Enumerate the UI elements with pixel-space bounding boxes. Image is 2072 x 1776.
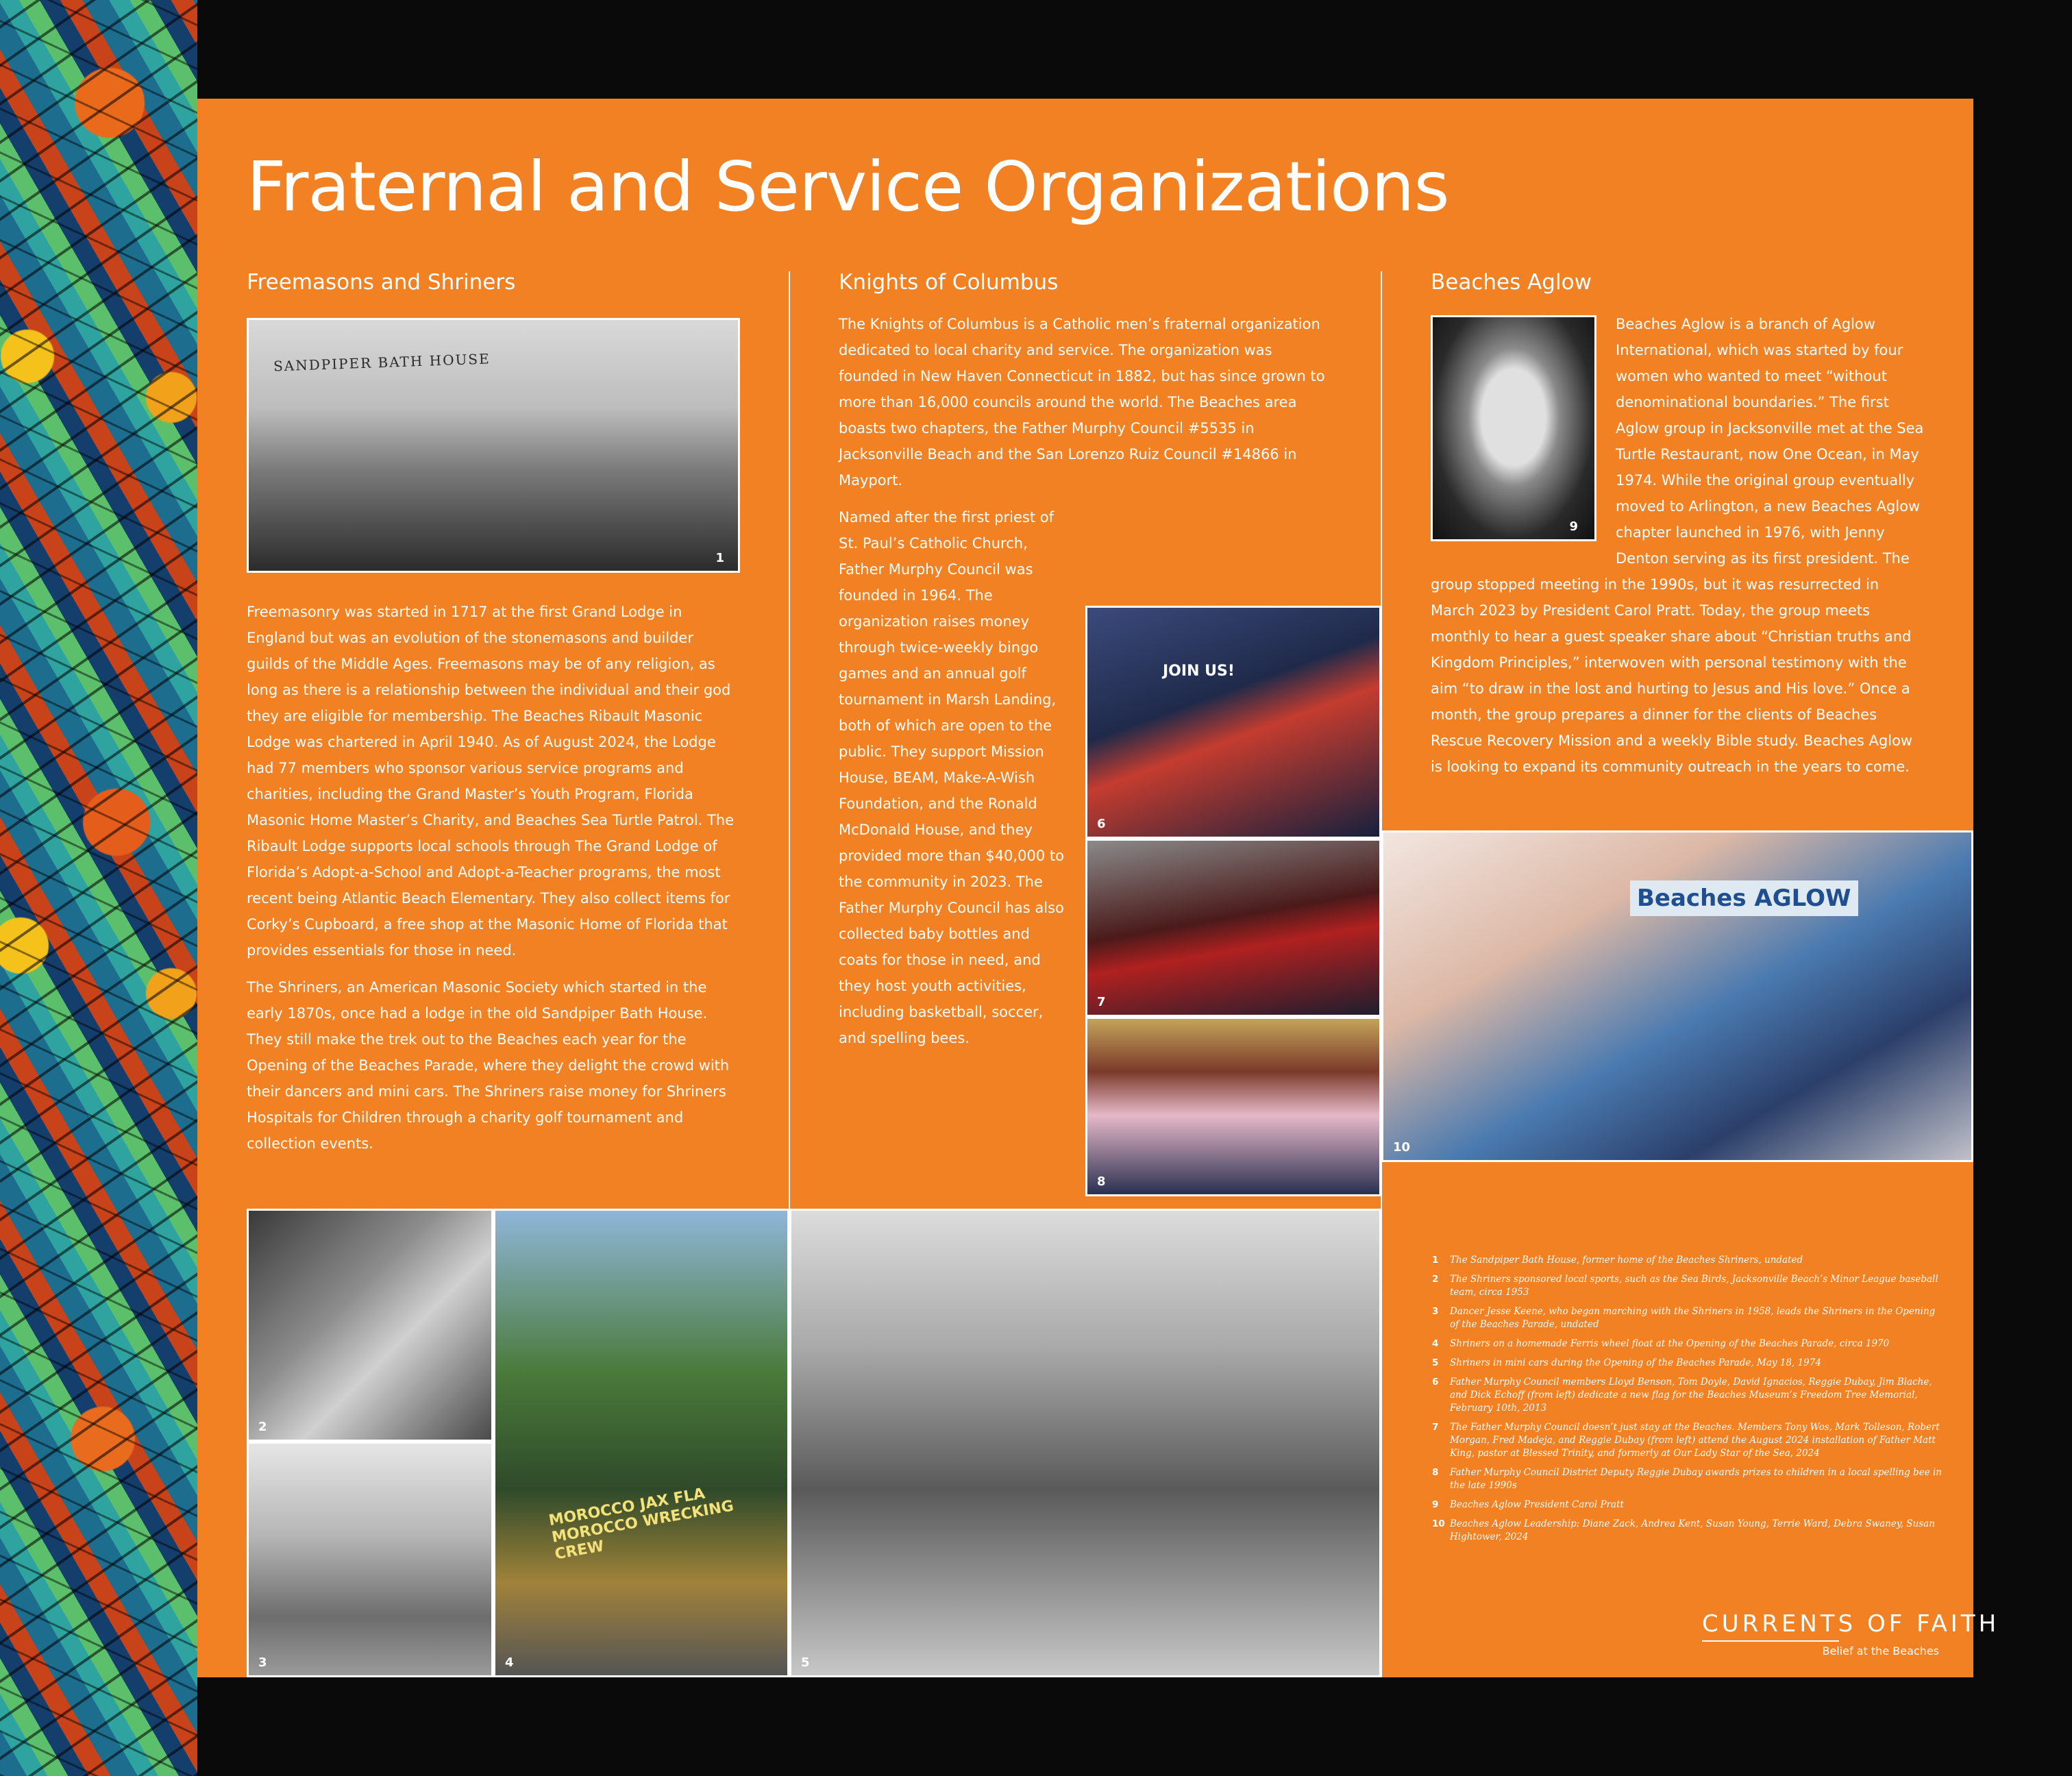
aglow-leadership-photo xyxy=(1381,830,1973,1162)
logo-underline xyxy=(1702,1640,1839,1642)
aglow-quilt-sign: Beaches AGLOW xyxy=(1630,880,1858,916)
caption-item: 7 The Father Murphy Council doesn’t just stay at the Beaches. Members Tony Wos, Mark Tolleson, Robert Morgan, Fred Madeja, and Reggie Dubay (from left) attend the August 2024 installation of Father Matt King, pastor at Blessed Trinity, and formerly at Our Lady Star of the Sea, 2024 xyxy=(1432,1422,1940,1459)
caption-item: 10 Beaches Aglow Leadership: Diane Zack, Andrea Kent, Susan Young, Terrie Ward, Debra Swaney, Susan Hightower, 2024 xyxy=(1432,1518,1935,1542)
knights-installation-photo xyxy=(1085,839,1381,1017)
stained-glass-border xyxy=(0,0,197,1776)
freemasons-paragraph-1: Freemasonry was started in 1717 at the first Grand Lodge in England but was an evolution of the stonemasons and builder guilds of the Middle Ages. Freemasons may be of any religion, as long as there is a relationship between the individual and their god they are eligible for membership. The Beaches Ribault Masonic Lodge was chartered in April 1940. As of August 2024, the Lodge had 77 members who sponsor various service programs and charities, including the Grand Master’s Youth Program, Florida Masonic Home Master’s Charity, and Beaches Sea Turtle Patrol. The Ribault Lodge supports local schools through The Grand Lodge of Florida’s Adopt-a-School and Adopt-a-Teacher programs, the most recent being Atlantic Beach Elementary. They also collect items for Corky’s Cupboard, a free shop at the Masonic Home of Florida that provides essentials for those in need. xyxy=(247,604,735,959)
caption-item: 1 The Sandpiper Bath House, former home of the Beaches Shriners, undated xyxy=(1432,1255,1803,1266)
photo-number: 7 xyxy=(1097,995,1106,1009)
logo-title: CURRENTS OF FAITH xyxy=(1702,1610,2000,1638)
shriners-baseball-photo xyxy=(247,1209,493,1442)
ferris-wheel-float-photo xyxy=(493,1209,789,1677)
freemasons-heading: Freemasons and Shriners xyxy=(247,270,516,295)
currents-of-faith-logo xyxy=(1702,1610,2000,1657)
knights-paragraph-2: Named after the first priest of St. Paul’s Catholic Church, Father Murphy Council was founded in 1964. The organization raises money through twice-weekly bingo games and an annual golf tournament in Marsh Landing, both of which are open to the public. They support Mission House, BEAM, Make-A-Wish Foundation, and the Ronald McDonald House, and they provided more than $40,000 to the community in 2023. The Father Murphy Council has also collected baby bottles and coats for those in need, and they host youth activities, including basketball, soccer, and spelling bees. xyxy=(839,509,1064,1046)
freemasons-paragraph-2: The Shriners, an American Masonic Society which started in the early 1870s, once had a lodge in the old Sandpiper Bath House. They still make the trek out to the Beaches each year for the Opening of the Beaches Parade, where they delight the crowd with their dancers and mini cars. The Shriners raise money for Shriners Hospitals for Children through a charity golf tournament and collection events. xyxy=(247,979,730,1152)
photo-number: 6 xyxy=(1097,817,1106,831)
knights-heading: Knights of Columbus xyxy=(839,270,1059,295)
dancer-parade-photo xyxy=(247,1442,493,1677)
photo-captions xyxy=(1432,1254,1946,1550)
freemasons-body xyxy=(247,599,740,1168)
join-us-banner: JOIN US! xyxy=(1163,663,1235,680)
aglow-paragraph-1: Beaches Aglow is a branch of Aglow International, which was started by four women who wanted to meet “without denominational boundaries.” The first Aglow group in Jacksonville met at the Sea Turtle Restaurant, now One Ocean, in May 1974. While the original group eventually moved to Arlington, a new Beaches Aglow chapter launched in 1976, with Jenny Denton serving as its first president. The group stopped meeting in the 1990s, but it was resurrected in March 2023 by President Carol Pratt. Today, the group meets monthly to hear a guest speaker share about “Christian truths and Kingdom Principles,” interwoven with personal testimony with the aim “to draw in the lost and hurting to Jesus and His love.” Once a month, the group prepares a dinner for the clients of Beaches Rescue Recovery Mission and a weekly Bible study. Beaches Aglow is looking to expand its community outreach in the years to come. xyxy=(1431,316,1924,775)
photo-number: 8 xyxy=(1097,1174,1106,1189)
spelling-bee-photo xyxy=(1085,1017,1381,1196)
caption-item: 5 Shriners in mini cars during the Opening of the Beaches Parade, May 18, 1974 xyxy=(1432,1357,1821,1368)
caption-item: 4 Shriners on a homemade Ferris wheel float at the Opening of the Beaches Parade, circa 1970 xyxy=(1432,1338,1890,1349)
page-title: Fraternal and Service Organizations xyxy=(247,147,1449,227)
photo-number: 1 xyxy=(715,551,724,565)
knights-flag-dedication-photo xyxy=(1085,606,1381,839)
mini-cars-parade-photo xyxy=(789,1209,1381,1677)
sandpiper-sign-text: SANDPIPER BATH HOUSE xyxy=(273,350,491,375)
photo-number: 2 xyxy=(258,1420,267,1434)
aglow-body xyxy=(1431,311,1924,791)
sandpiper-bath-house-photo xyxy=(247,318,740,573)
photo-number: 3 xyxy=(258,1655,267,1670)
morocco-float-sign: MOROCCO JAX FLA MOROCCO WRECKING CREW xyxy=(547,1485,735,1564)
caption-item: 3 Dancer Jesse Keene, who began marching with the Shriners in 1958, leads the Shriners in the Opening of the Beaches Parade, undated xyxy=(1432,1306,1936,1330)
logo-subtitle: Belief at the Beaches xyxy=(1822,1644,1939,1657)
caption-item: 9 Beaches Aglow President Carol Pratt xyxy=(1432,1499,1624,1510)
photo-number: 4 xyxy=(505,1655,514,1670)
caption-item: 8 Father Murphy Council District Deputy Reggie Dubay awards prizes to children in a local spelling bee in the late 1990s xyxy=(1432,1467,1942,1491)
photo-number: 9 xyxy=(1569,519,1578,534)
caption-item: 6 Father Murphy Council members Lloyd Benson, Tom Doyle, David Ignacios, Reggie Dubay, Jim Blache, and Dick Echoff (from left) dedicate a new flag for the Beaches Museum’s Freedom Tree Memorial, February 10th, 2013 xyxy=(1432,1377,1932,1414)
aglow-heading: Beaches Aglow xyxy=(1431,270,1592,295)
photo-number: 10 xyxy=(1393,1140,1411,1155)
knights-paragraph-1: The Knights of Columbus is a Catholic men’s fraternal organization dedicated to local charity and service. The organization was founded in New Haven Connecticut in 1882, but has since grown to more than 16,000 councils around the world. The Beaches area boasts two chapters, the Father Murphy Council #5535 in Jacksonville Beach and the San Lorenzo Ruiz Council #14866 in Mayport. xyxy=(839,316,1325,489)
caption-item: 2 The Shriners sponsored local sports, such as the Sea Birds, Jacksonville Beach’s Minor League baseball team, circa 1953 xyxy=(1432,1274,1938,1298)
photo-number: 5 xyxy=(801,1655,810,1670)
